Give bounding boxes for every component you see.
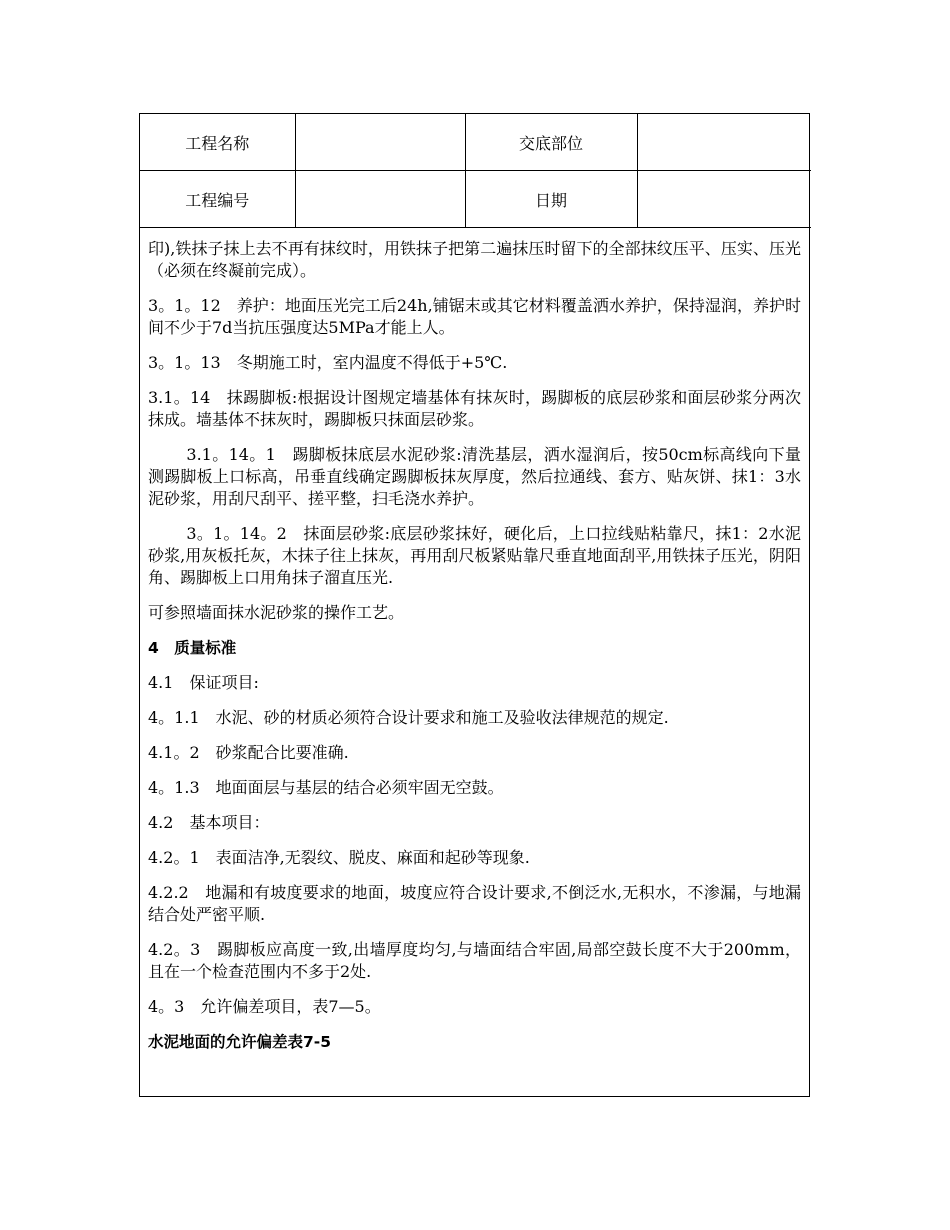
disclosure-location-value [637,114,811,171]
header-table [140,114,811,228]
paragraph-3-1-13: 3。1。13 冬期施工时，室内温度不得低于+5℃. [148,353,508,372]
header-row-2 [140,171,811,228]
paragraph-4-2-2: 4.2.2 地漏和有坡度要求的地面，坡度应符合设计要求,不倒泛水,无积水，不渗漏，与地漏结合处严密平顺. [148,883,801,924]
paragraph-3-1-14: 3.1。14 抹踢脚板:根据设计图规定墙基体有抹灰时，踢脚板的底层砂浆和面层砂浆分两次抹成。墙基体不抹灰时，踢脚板只抹面层砂浆。 [148,388,801,429]
disclosure-content [140,228,809,1053]
paragraph-reference: 可参照墙面抹水泥砂浆的操作工艺。 [148,603,405,622]
disclosure-location-label: 交底部位 [465,114,637,171]
date-value [637,171,811,228]
paragraph-continuation: 印),铁抹子抹上去不再有抹纹时，用铁抹子把第二遍抹压时留下的全部抹纹压平、压实、压光（必须在终凝前完成）。 [148,239,801,280]
date-label: 日期 [465,171,637,228]
table-caption: 水泥地面的允许偏差表7-5 [148,1033,332,1051]
paragraph-3-1-14-1: 3.1。14。1 踢脚板抹底层水泥砂浆:清洗基层，洒水湿润后，按50cm标高线向下量测踢脚板上口标高，吊垂直线确定踢脚板抹灰厚度，然后拉通线、套方、贴灰饼、抹1：3水泥砂浆，用刮尺刮平、搓平整，扫毛浇水养护。 [148,445,801,508]
project-name-value [295,114,465,171]
paragraph-3-1-12: 3。1。12 养护：地面压光完工后24h,铺锯末或其它材料覆盖洒水养护，保持湿润，养护时间不少于7d当抗压强度达5MPa才能上人。 [148,296,801,337]
paragraph-4-1: 4.1 保证项目: [148,673,259,692]
paragraph-4-1-3: 4。1.3 地面面层与基层的结合必须牢固无空鼓。 [148,778,504,797]
project-number-value [295,171,465,228]
paragraph-4-1-2: 4.1。2 砂浆配合比要准确. [148,743,349,762]
paragraph-4-1-1: 4。1.1 水泥、砂的材质必须符合设计要求和施工及验收法律规范的规定. [148,708,669,727]
paragraph-4-2-1: 4.2。1 表面洁净,无裂纹、脱皮、麻面和起砂等现象. [148,848,530,867]
header-row-1 [140,114,811,171]
section-heading-quality-standard: 4 质量标准 [148,639,237,657]
project-name-label: 工程名称 [140,114,295,171]
paragraph-3-1-14-2: 3。1。14。2 抹面层砂浆:底层砂浆抹好，硬化后，上口拉线贴粘靠尺，抹1：2水泥砂浆,用灰板托灰，木抹子往上抹灰，再用刮尺板紧贴靠尺垂直地面刮平,用铁抹子压光，阴阳角、踢脚板上口用角抹子溜直压光. [148,524,801,587]
project-number-label: 工程编号 [140,171,295,228]
technical-disclosure-sheet [139,113,810,1097]
paragraph-4-3: 4。3 允许偏差项目，表7—5。 [148,997,381,1016]
paragraph-4-2: 4.2 基本项目： [148,813,270,832]
paragraph-4-2-3: 4.2。3 踢脚板应高度一致,出墙厚度均匀,与墙面结合牢固,局部空鼓长度不大于200mm，且在一个检查范围内不多于2处. [148,940,801,981]
